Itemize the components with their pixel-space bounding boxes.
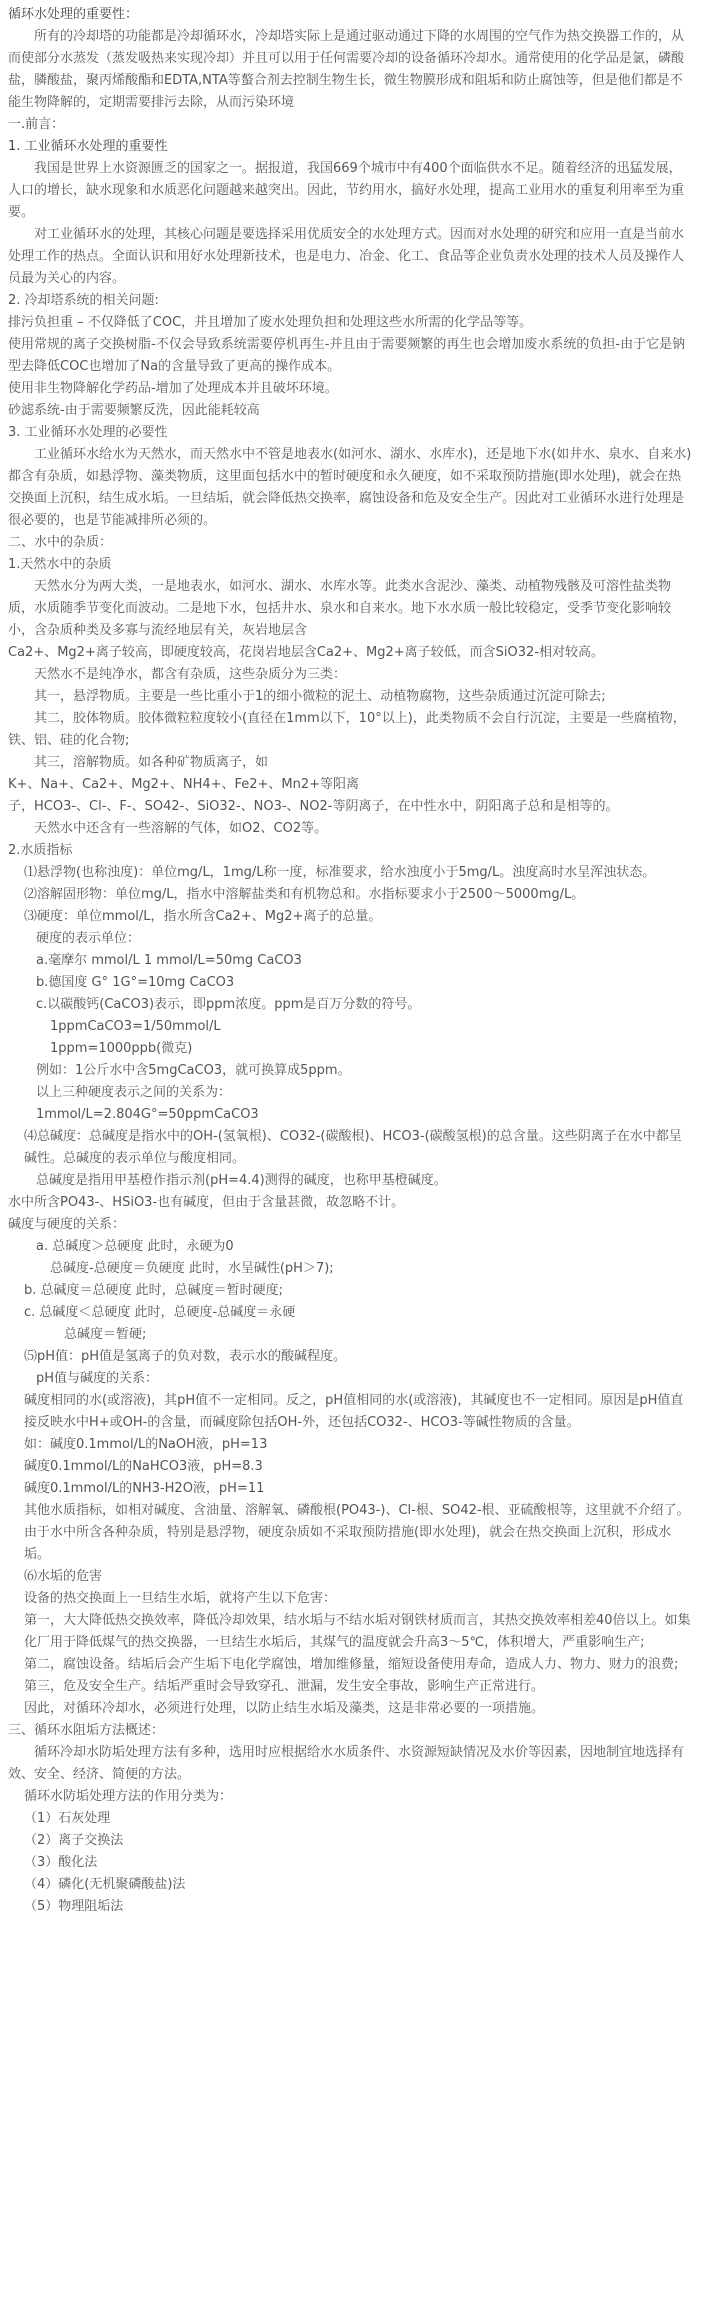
paragraph: （1）石灰处理 <box>24 1811 111 1826</box>
paragraph: 使用非生物降解化学药品-增加了处理成本并且破坏环境。 <box>8 381 338 396</box>
paragraph: 我国是世界上水资源匮乏的国家之一。据报道，我国669个城市中有400个面临供水不足。随着经济的迅猛发展，人口的增长，缺水现象和水质恶化问题越来越突出。因此，节约用水，搞好水处理，提高工业用水的重复利用率至为重要。 <box>8 161 685 220</box>
paragraph: 1ppm=1000ppb(微克) <box>50 1041 193 1056</box>
paragraph: 第二，腐蚀设备。结垢后会产生垢下电化学腐蚀，增加维修量，缩短设备使用寿命，造成人力、物力、财力的浪费; <box>24 1657 679 1672</box>
paragraph: 碱度0.1mmol/L的NH3-H2O液，pH=11 <box>24 1481 265 1496</box>
paragraph: Ca2+、Mg2+离子较高，即硬度较高，花岗岩地层含Ca2+、Mg2+离子较低，而含SiO32-相对较高。 <box>8 645 605 660</box>
paragraph: 二、水中的杂质： <box>8 535 113 550</box>
paragraph: ⑴悬浮物(也称浊度)：单位mg/L，1mg/L称一度，标准要求，给水浊度小于5mg/L。浊度高时水呈浑浊状态。 <box>24 865 656 880</box>
paragraph: 天然水中还含有一些溶解的气体，如O2、CO2等。 <box>34 821 328 836</box>
paragraph: 工业循环水给水为天然水，而天然水中不管是地表水(如河水、湖水、水库水)，还是地下水(如井水、泉水、自来水)都含有杂质，如悬浮物、藻类物质，这里面包括水中的暂时硬度和永久硬度，如不采取预防措施(即水处理)，就会在热交换面上沉积，结生成水垢。一旦结垢，就会降低热交换率，腐蚀设备和危及安全生产。因此对工业循环水进行处理是很必要的，也是节能减排所必须的。 <box>8 447 692 528</box>
paragraph: b. 总碱度＝总硬度 此时，总碱度＝暂时硬度; <box>24 1283 284 1298</box>
paragraph: （5）物理阻垢法 <box>24 1899 124 1914</box>
paragraph: 循环冷却水防垢处理方法有多种，选用时应根据给水水质条件、水资源短缺情况及水价等因素，因地制宜地选择有效、安全、经济、简便的方法。 <box>8 1745 685 1782</box>
paragraph: 因此，对循环冷却水，必须进行处理，以防止结生水垢及藻类，这是非常必要的一项措施。 <box>24 1701 545 1716</box>
paragraph: ⑶硬度：单位mmol/L，指水所含Ca2+、Mg2+离子的总量。 <box>24 909 382 924</box>
paragraph: ⑸pH值：pH值是氢离子的负对数，表示水的酸碱程度。 <box>24 1349 347 1364</box>
paragraph: a.毫摩尔 mmol/L 1 mmol/L=50mg CaCO3 <box>36 953 302 968</box>
paragraph: （3）酸化法 <box>24 1855 98 1870</box>
paragraph: 天然水不是纯净水，都含有杂质，这些杂质分为三类： <box>34 667 347 682</box>
paragraph: 其一，悬浮物质。主要是一些比重小于1的细小微粒的泥土、动植物腐物，这些杂质通过沉淀可除去; <box>34 689 606 704</box>
paragraph: 1mmol/L=2.804G°=50ppmCaCO3 <box>36 1107 259 1122</box>
paragraph: 3. 工业循环水处理的必要性 <box>8 425 168 440</box>
paragraph: ⑵溶解固形物：单位mg/L，指水中溶解盐类和有机物总和。水指标要求小于2500～5000mg/L。 <box>24 887 585 902</box>
paragraph: 2. 冷却塔系统的相关问题: <box>8 293 159 308</box>
paragraph: 使用常规的离子交换树脂-不仅会导致系统需要停机再生-并且由于需要频繁的再生也会增加废水系统的负担-由于它是钠型去降低COC也增加了Na的含量导致了更高的操作成本。 <box>8 337 686 374</box>
paragraph: ⑷总碱度：总碱度是指水中的OH-(氢氧根)、CO32-(碳酸根)、HCO3-(碳酸氢根)的总含量。这些阴离子在水中都呈碱性。总碱度的表示单位与酸度相同。 <box>24 1129 682 1166</box>
paragraph: 1.天然水中的杂质 <box>8 557 112 572</box>
paragraph: 三、循环水阻垢方法概述： <box>8 1723 165 1738</box>
paragraph: 设备的热交换面上一旦结生水垢，就将产生以下危害： <box>24 1591 337 1606</box>
paragraph: 所有的冷却塔的功能都是冷却循环水，冷却塔实际上是通过驱动通过下降的水周围的空气作为热交换器工作的，从而使部分水蒸发（蒸发吸热来实现冷却）并且可以用于任何需要冷却的设备循环冷却水。通常使用的化学品是氯，磷酸盐，膦酸盐，聚丙烯酸酯和EDTA,NTA等螯合剂去控制生物生长，微生物膜形成和阻垢和防止腐蚀等，但是他们都是不能生物降解的，定期需要排污去除，从而污染环境 <box>8 29 685 110</box>
paragraph: 其三，溶解物质。如各种矿物质离子，如 <box>34 755 269 770</box>
paragraph: 由于水中所含各种杂质，特别是悬浮物，硬度杂质如不采取预防措施(即水处理)，就会在热交换面上沉积，形成水垢。 <box>24 1525 672 1562</box>
paragraph: 子，HCO3-、Cl-、F-、SO42-、SiO32-、NO3-、NO2-等阴离子，在中性水中，阴阳离子总和是相等的。 <box>8 799 619 814</box>
paragraph: c.以碳酸钙(CaCO3)表示，即ppm浓度。ppm是百万分数的符号。 <box>36 997 421 1012</box>
paragraph: K+、Na+、Ca2+、Mg2+、NH4+、Fe2+、Mn2+等阳离 <box>8 777 360 792</box>
paragraph: pH值与碱度的关系： <box>36 1371 159 1386</box>
paragraph: 硬度的表示单位： <box>36 931 141 946</box>
paragraph: 循环水防垢处理方法的作用分类为： <box>24 1789 233 1804</box>
paragraph: 2.水质指标 <box>8 843 73 858</box>
paragraph: 其二，胶体物质。胶体微粒粒度较小(直径在1mm以下，10°以上)，此类物质不会自行沉淀，主要是一些腐植物，铁、铝、硅的化合物; <box>8 711 686 748</box>
paragraph: 碱度0.1mmol/L的NaHCO3液，pH=8.3 <box>24 1459 263 1474</box>
paragraph: 以上三种硬度表示之间的关系为： <box>36 1085 232 1100</box>
paragraph: 对工业循环水的处理，其核心问题是要选择采用优质安全的水处理方式。因而对水处理的研究和应用一直是当前水处理工作的热点。全面认识和用好水处理新技术，也是电力、冶金、化工、食品等企业负责水处理的技术人员及操作人员最为关心的内容。 <box>8 227 685 286</box>
paragraph: 排污负担重 – 不仅降低了COC，并且增加了废水处理负担和处理这些水所需的化学品等等。 <box>8 315 533 330</box>
paragraph: 总碱度-总硬度＝负硬度 此时，水呈碱性(pH＞7); <box>50 1261 334 1276</box>
paragraph: 第一，大大降低热交换效率，降低冷却效果，结水垢与不结水垢对钢铁材质而言，其热交换效率相差40倍以上。如集化厂用于降低煤气的热交换器，一旦结生水垢后，其煤气的温度就会升高3～5℃，体积增大，严重影响生产; <box>24 1613 691 1650</box>
paragraph: ⑹水垢的危害 <box>24 1569 103 1584</box>
paragraph: （4）磷化(无机聚磷酸盐)法 <box>24 1877 186 1892</box>
paragraph: c. 总碱度＜总硬度 此时，总硬度-总碱度＝永硬 <box>24 1305 296 1320</box>
paragraph: 例如：1公斤水中含5mgCaCO3，就可换算成5ppm。 <box>36 1063 351 1078</box>
paragraph: 碱度相同的水(或溶液)，其pH值不一定相同。反之，pH值相同的水(或溶液)，其碱度也不一定相同。原因是pH值直接反映水中H+或OH-的含量，而碱度除包括OH-外，还包括CO32-、HCO3-等碱性物质的含量。 <box>24 1393 684 1430</box>
paragraph: 碱度与硬度的关系： <box>8 1217 126 1232</box>
paragraph: 1ppmCaCO3=1/50mmol/L <box>50 1019 221 1034</box>
paragraph: （2）离子交换法 <box>24 1833 124 1848</box>
paragraph: 第三，危及安全生产。结垢严重时会导致穿孔、泄漏，发生安全事故，影响生产正常进行。 <box>24 1679 545 1694</box>
paragraph: 总碱度＝暂硬; <box>64 1327 147 1342</box>
paragraph: 循环水处理的重要性： <box>8 7 139 22</box>
paragraph: 1. 工业循环水处理的重要性 <box>8 139 168 154</box>
paragraph: 其他水质指标，如相对碱度、含油量、溶解氧、磷酸根(PO43-)、Cl-根、SO42-根、亚硫酸根等，这里就不介绍了。 <box>24 1503 690 1518</box>
paragraph: 水中所含PO43-、HSiO3-也有碱度，但由于含量甚微，故忽略不计。 <box>8 1195 405 1210</box>
paragraph: 天然水分为两大类，一是地表水，如河水、湖水、水库水等。此类水含泥沙、藻类、动植物残骸及可溶性盐类物质，水质随季节变化而波动。二是地下水，包括井水、泉水和自来水。地下水水质一般比较稳定，受季节变化影响较小，含杂质种类及多寡与流经地层有关，灰岩地层含 <box>8 579 672 638</box>
paragraph: 如：碱度0.1mmol/L的NaOH液，pH=13 <box>24 1437 268 1452</box>
paragraph: a. 总碱度＞总硬度 此时，永硬为0 <box>36 1239 234 1254</box>
paragraph: b.德国度 G° 1G°=10mg CaCO3 <box>36 975 235 990</box>
paragraph: 总碱度是指用甲基橙作指示剂(pH=4.4)测得的碱度，也称甲基橙碱度。 <box>36 1173 447 1188</box>
paragraph: 一.前言： <box>8 117 65 132</box>
paragraph: 砂滤系统-由于需要频繁反洗，因此能耗较高 <box>8 403 260 418</box>
